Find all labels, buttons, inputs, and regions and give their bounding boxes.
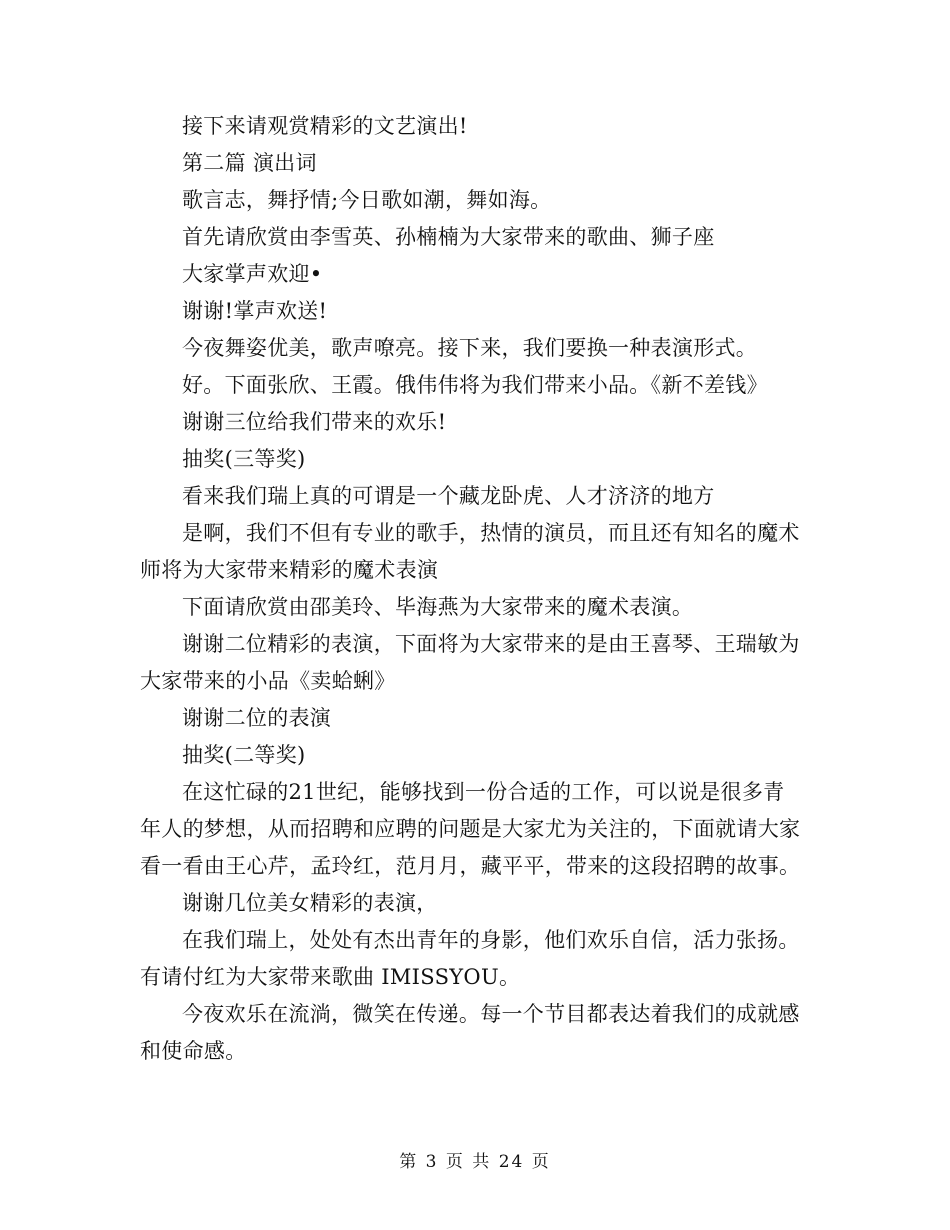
paragraph: 在我们瑞上，处处有杰出青年的身影，他们欢乐自信，活力张扬。有请付红为大家带来歌曲 IMISSYOU。 bbox=[140, 928, 800, 989]
section-heading: 第二篇 演出词 bbox=[182, 151, 317, 175]
paragraph: 大家掌声欢迎• bbox=[182, 262, 323, 286]
paragraph: 谢谢二位的表演 bbox=[182, 706, 332, 730]
paragraph: 抽奖(二等奖) bbox=[182, 743, 306, 767]
paragraph: 歌言志，舞抒情;今日歌如潮，舞如海。 bbox=[182, 188, 552, 212]
paragraph: 在这忙碌的21世纪，能够找到一份合适的工作，可以说是很多青年人的梦想，从而招聘和应聘的问题是大家尤为关注的，下面就请大家看一看由王心芹，孟玲红，范月月，藏平平，带来的这段招聘的故事。 bbox=[140, 780, 801, 878]
page-number-footer: 第 3 页 共 24 页 bbox=[399, 1152, 551, 1172]
paragraph: 抽奖(三等奖) bbox=[182, 447, 306, 471]
document-body bbox=[140, 108, 805, 1070]
paragraph: 好。下面张欣、王霞。俄伟伟将为我们带来小品。《新不差钱》 bbox=[182, 373, 768, 397]
paragraph: 今夜舞姿优美，歌声嘹亮。接下来，我们要换一种表演形式。 bbox=[182, 336, 758, 360]
paragraph: 今夜欢乐在流淌，微笑在传递。每一个节目都表达着我们的成就感和使命感。 bbox=[140, 1002, 800, 1063]
paragraph: 首先请欣赏由李雪英、孙楠楠为大家带来的歌曲、狮子座 bbox=[182, 225, 715, 249]
paragraph: 看来我们瑞上真的可谓是一个藏龙卧虎、人才济济的地方 bbox=[182, 484, 715, 508]
paragraph: 谢谢!掌声欢送! bbox=[182, 299, 328, 323]
paragraph: 是啊，我们不但有专业的歌手，热情的演员，而且还有知名的魔术师将为大家带来精彩的魔术表演 bbox=[140, 521, 800, 582]
paragraph: 接下来请观赏精彩的文艺演出! bbox=[182, 114, 468, 138]
paragraph: 谢谢二位精彩的表演，下面将为大家带来的是由王喜琴、王瑞敏为大家带来的小品《卖蛤蜊》 bbox=[140, 632, 800, 693]
paragraph: 下面请欣赏由邵美玲、毕海燕为大家带来的魔术表演。 bbox=[182, 595, 694, 619]
paragraph: 谢谢几位美女精彩的表演， bbox=[182, 891, 438, 915]
paragraph: 谢谢三位给我们带来的欢乐! bbox=[182, 410, 447, 434]
